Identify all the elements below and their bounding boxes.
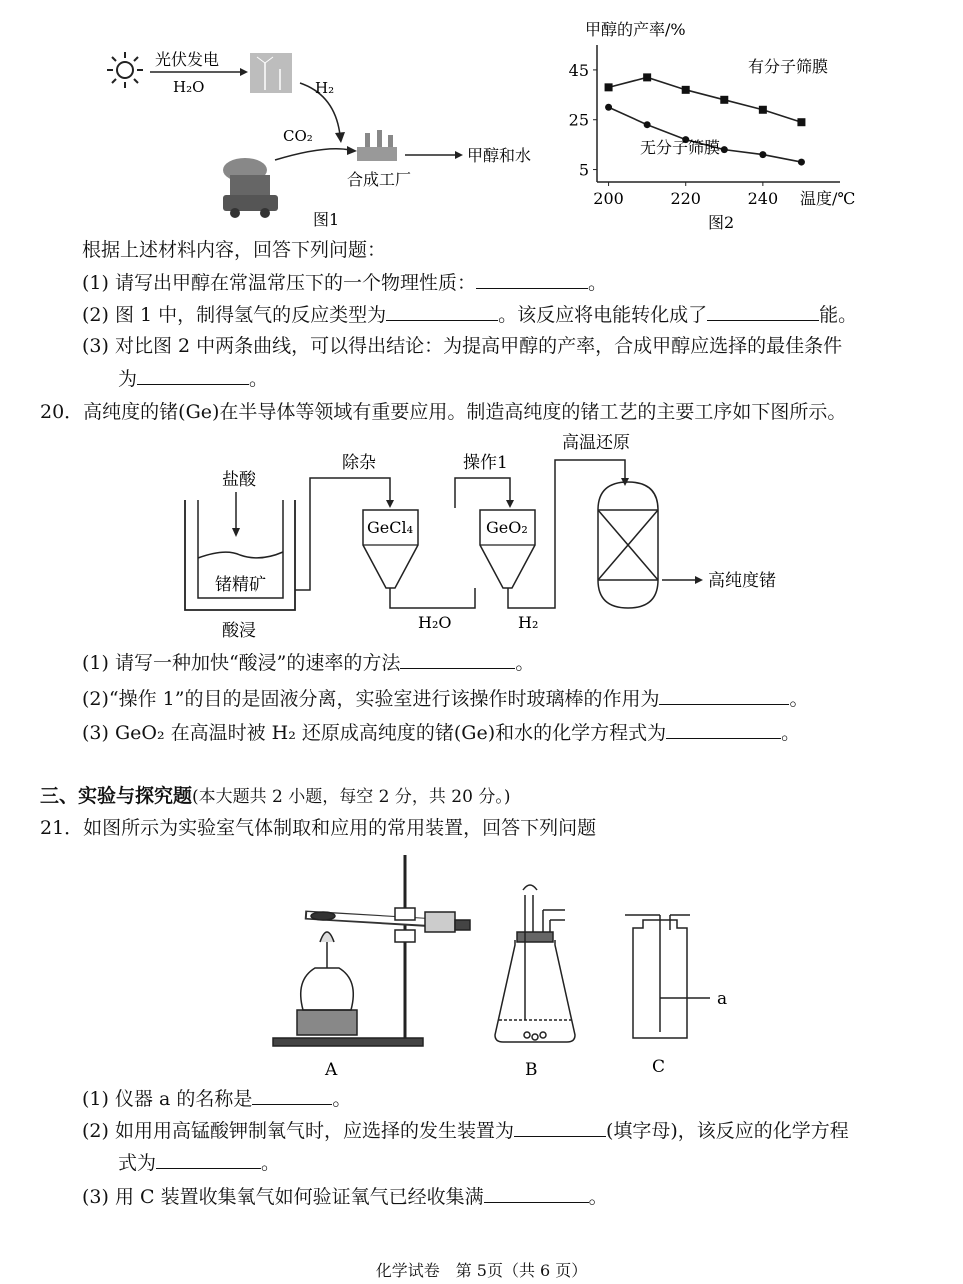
data-point-square — [643, 73, 651, 81]
answer-blank[interactable] — [484, 1184, 589, 1203]
x-tick-label: 200 — [593, 189, 624, 208]
y-tick-label: 25 — [568, 110, 589, 130]
label-h2o: H₂O — [418, 613, 452, 632]
answer-blank[interactable] — [659, 686, 789, 705]
y-tick-label: 45 — [568, 60, 589, 80]
q19-part1: (1) 请写出甲醇在常温常压下的一个物理性质： 。 — [82, 272, 607, 294]
label-leach: 酸浸 — [222, 621, 256, 641]
x-tick-label: 220 — [670, 189, 701, 208]
fig2-caption: 图2 — [708, 213, 735, 232]
section-3-heading: 三、实验与探究题(本大题共 2 小题，每空 2 分，共 20 分。) — [40, 785, 511, 807]
data-point-circle — [721, 146, 728, 153]
answer-blank[interactable] — [707, 302, 819, 321]
figure-q21-apparatus — [265, 850, 745, 1085]
data-point-square — [682, 86, 690, 94]
label-app-c: C — [652, 1057, 666, 1077]
x-tick-label: 240 — [747, 189, 779, 208]
q19-intro: 根据上述材料内容，回答下列问题： — [82, 239, 387, 261]
apparatus-a — [273, 855, 470, 1046]
q19-part3-line2: 为 。 — [118, 368, 269, 390]
label-h2: H₂ — [518, 613, 539, 632]
q21-part1: (1) 仪器 a 的名称是 。 — [82, 1088, 352, 1110]
apparatus-b — [495, 885, 575, 1042]
chart-xlabel: 温度/℃ — [800, 189, 856, 208]
apparatus-c — [625, 915, 710, 1038]
answer-blank[interactable] — [400, 650, 515, 669]
reactor-vessel — [598, 482, 658, 608]
q21-part2: (2) 如用用高锰酸钾制氧气时，应选择的发生装置为 (填字母)，该反应的化学方程 — [82, 1120, 849, 1142]
label-purify: 除杂 — [342, 453, 376, 473]
label-h2: H₂ — [315, 79, 335, 97]
data-point-square — [605, 83, 613, 91]
chart-ylabel: 甲醇的产率/% — [585, 20, 686, 39]
data-point-circle — [605, 104, 612, 111]
q19-part2: (2) 图 1 中，制得氢气的反应类型为 。该反应将电能转化成了 能。 — [82, 304, 858, 326]
answer-blank[interactable] — [476, 270, 588, 289]
q20-part1: (1) 请写一种加快“酸浸”的速率的方法 。 — [82, 652, 535, 674]
series-line-0 — [609, 77, 802, 122]
label-reduce: 高温还原 — [562, 433, 630, 453]
data-point-square — [759, 106, 767, 114]
label-product-ge: 高纯度锗 — [708, 571, 776, 591]
q20-part2: (2)“操作 1”的目的是固液分离，实验室进行该操作时玻璃棒的作用为 。 — [82, 688, 809, 710]
q21-part2-line2: 式为 。 — [118, 1152, 281, 1174]
data-point-circle — [759, 151, 766, 158]
label-part-a: a — [717, 989, 728, 1009]
series-label-without-membrane: 无分子筛膜 — [640, 138, 721, 157]
label-app-a: A — [325, 1060, 338, 1080]
data-point-square — [797, 118, 805, 126]
sun-icon — [107, 52, 143, 88]
answer-blank[interactable] — [386, 302, 498, 321]
synthesis-plant-icon — [357, 130, 397, 161]
label-ore: 锗精矿 — [215, 575, 266, 595]
label-h2o: H₂O — [173, 78, 205, 96]
answer-blank[interactable] — [137, 366, 249, 385]
label-op1: 操作1 — [463, 453, 508, 473]
label-gecl4: GeCl₄ — [367, 518, 414, 537]
q21-part3: (3) 用 C 装置收集氧气如何验证氧气已经收集满 。 — [82, 1186, 608, 1208]
series-label-with-membrane: 有分子筛膜 — [748, 57, 829, 76]
y-tick-label: 5 — [578, 160, 589, 180]
label-co2: CO₂ — [283, 127, 313, 145]
answer-blank[interactable] — [666, 720, 781, 739]
fig1-caption: 图1 — [313, 210, 340, 229]
q21-stem: 21．如图所示为实验室气体制取和应用的常用装置，回答下列问题 — [40, 817, 597, 839]
answer-blank[interactable] — [156, 1150, 261, 1169]
figure-1 — [95, 35, 545, 235]
page-footer: 化学试卷 第 5页（共 6 页） — [375, 1261, 588, 1280]
label-app-b: B — [525, 1060, 538, 1080]
wind-turbine-icon — [250, 53, 292, 93]
data-point-circle — [798, 159, 805, 166]
q19-part3-line1: (3) 对比图 2 中两条曲线，可以得出结论：为提高甲醇的产率，合成甲醇应选择的最佳条件 — [82, 335, 843, 357]
q20-stem: 20．高纯度的锗(Ge)在半导体等领域有重要应用。制造高纯度的锗工艺的主要工序如下图所示。 — [40, 401, 847, 423]
data-point-square — [720, 96, 728, 104]
label-hcl: 盐酸 — [222, 470, 256, 490]
answer-blank[interactable] — [514, 1118, 606, 1137]
figure-2-chart — [560, 10, 880, 240]
label-geo2: GeO₂ — [486, 518, 528, 537]
q20-part3: (3) GeO₂ 在高温时被 H₂ 还原成高纯度的锗(Ge)和水的化学方程式为 。 — [82, 722, 801, 744]
label-pv: 光伏发电 — [155, 50, 220, 69]
label-plant: 合成工厂 — [347, 170, 412, 189]
answer-blank[interactable] — [252, 1086, 332, 1105]
label-product: 甲醇和水 — [467, 146, 532, 165]
factory-pollution-icon — [223, 158, 278, 218]
data-point-circle — [644, 121, 651, 128]
figure-q20-process — [170, 430, 810, 645]
